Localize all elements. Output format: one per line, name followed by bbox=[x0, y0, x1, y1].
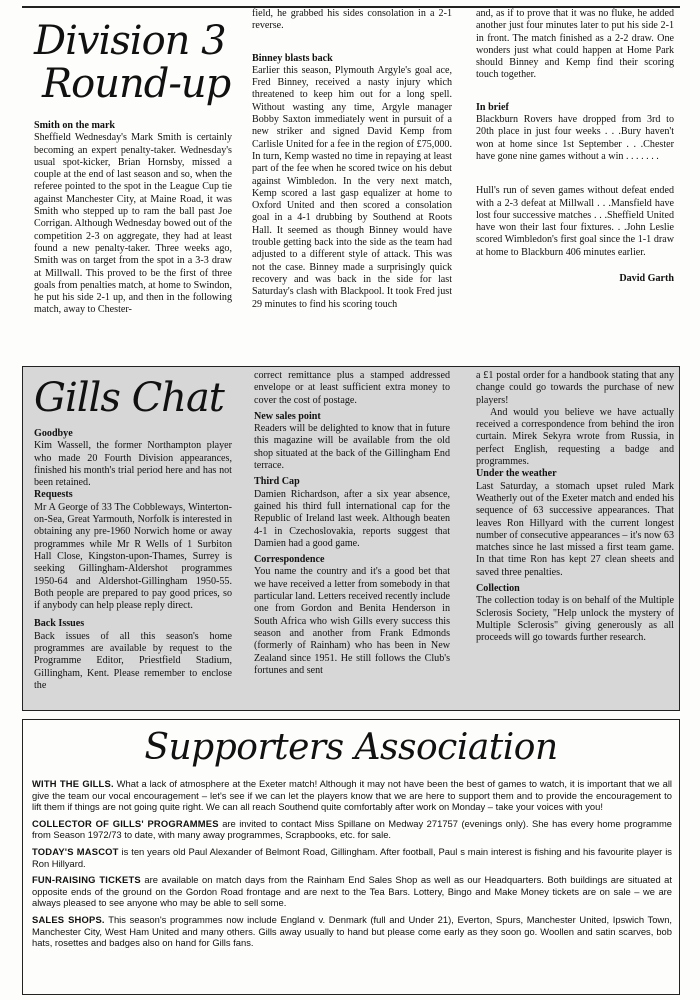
heading-smith: Smith on the mark bbox=[34, 120, 116, 131]
article-binney: Earlier this season, Plymouth Argyle's goal ace, Fred Binney, received a nasty injury which threatened to keep him out for a long spell. Without wasting any time, Argyle manager Bobby Saxton immediately went in pursuit of a new striker and signed David Kemp from Carlisle United for a fee in the region of £75,000. In turn, Kemp wasted no time in repaying at least part of the fee when he scored twice on his debut against Wimbledon. In the very next match, Kemp scored a last gasp equalizer at home to Oxford United and then scored a consolation goal in a 4-1 drubbing by Southend at Roots Hall. It seemed as though Binney would have trouble getting back into the side as the team had adjusted to a different style of attack. This was not the case. Binney made a surprisingly quick recovery and was back in the side for last Saturday's clash with Blackpool. It took Fred just 29 minutes to find his scoring touch bbox=[252, 64, 452, 310]
division3-column-2 bbox=[252, 8, 452, 311]
supporters-item bbox=[32, 874, 672, 909]
heading-binney: Binney blasts back bbox=[252, 52, 333, 64]
heading-in-brief: In brief bbox=[476, 101, 509, 113]
gills-chat-column-1 bbox=[34, 428, 232, 692]
author-signature: David Garth bbox=[619, 273, 674, 285]
article-collection: The collection today is on behalf of the Multiple Sclerosis Society, "Help unlock the mystery of Multiple Sclerosis" giving generously as all proceeds will go towards further research. bbox=[476, 595, 674, 644]
in-brief-2: Hull's run of seven games without defeat ended with a 2-3 defeat at Millwall . . .Mansfield have lost four successive matches . . .Sheffield United have won their last four fixtures. . .John Leslie scored Wimbledon's first goal since the 1-1 draw at home to Blackburn 406 minutes earlier. bbox=[476, 185, 674, 258]
supporters-item-heading: TODAY'S MASCOT bbox=[32, 845, 119, 857]
heading-requests: Requests bbox=[34, 489, 73, 501]
article-goodbye: Kim Wassell, the former Northampton player who made 20 Fourth Division appearances, finished his month's trial period here and has not been retained. bbox=[34, 440, 232, 489]
article-back-issues: Back issues of all this season's home programmes are available by request to the Programme Editor, Priestfield Stadium, Gillingham, Kent. Please remember to enclose the bbox=[34, 630, 232, 691]
supporters-item-text: are invited to contact Miss Spillane on Medway 271757 (evenings only). She has every home programme from Season 1972/73 to date, with many away programmes, Scrapbooks, etc. for sale. bbox=[32, 817, 672, 841]
article-third-cap: Damien Richardson, after a six year absence, gained his third full international cap for the Republic of Ireland last week. Although beaten 4-1 in Czechoslovakia, reports suggest that Damien had a good game. bbox=[254, 488, 450, 549]
in-brief-1: Blackburn Rovers have dropped from 3rd to 20th place in just four weeks . . .Bury haven't won at home since 1st September . . .Chester have gone nine games without a win . . . . . . . bbox=[476, 114, 674, 162]
supporters-item-heading: FUN-RAISING TICKETS bbox=[32, 874, 141, 886]
supporters-item-text: are available on match days from the Rainham End Sales Shop as well as our Headquarters. Both buildings are situated at opposite ends of the ground on the Gordon Road frontage and are next to the Tea Bars. Lottery, Bingo and Make Money tickets are on sale – we are always pleased to see anyone who may be able to sell some. bbox=[32, 874, 672, 909]
heading-goodbye: Goodbye bbox=[34, 428, 73, 439]
article-smith: Sheffield Wednesday's Mark Smith is certainly becoming an expert penalty-taker. Wednesday's usual spot-kicker, Brian Hornsby, missed a couple at the end of last season and so, when the referee pointed to the spot in the League Cup tie against Manchester City, at Maine Road, it was Smith who stepped up to ram the ball past Joe Corrigan. Although Wednesday bowed out of the competition 2-3 on aggregate, they had at least found a new penalty-taker. Three weeks ago, Smith was on target from the spot in a 3-3 draw at Millwall. This proved to be the first of three goals from penalties match, at home to Swindon, he put his side 2-1 up, and then in the following match, away to Chester- bbox=[34, 132, 232, 316]
supporters-item-text: is ten years old Paul Alexander of Belmont Road, Gillingham. After football, Paul s main interest is fishing and his favourite player is Ron Hillyard. bbox=[32, 845, 672, 869]
division3-column-1 bbox=[34, 120, 232, 317]
article-requests: Mr A George of 33 The Cobbleways, Winterton-on-Sea, Great Yarmouth, Norfolk is interested in obtaining any pre-1960 Norwich home or away programmes while Mr R Wells of 1 Surbiton Hall Close, Kingston-upon-Thames, Surrey is seeking Gillingham-Aldershot programmes 1950-64 and Aldershot-Gillingham 1950-55. Both people are prepared to pay good prices, so if anybody can help please reply direct. bbox=[34, 501, 232, 612]
heading-third-cap: Third Cap bbox=[254, 476, 300, 488]
supporters-item-text: This season's programmes now include England v. Denmark (full and Under 21), Everton, Spurs, Manchester United, Ipswich Town, Manchester City, West Ham United and many others. Gills away usually to hand but please come early as they soon go. Woollen and satin scarves, bob hats, rosettes and badges also on hand for Gills fans. bbox=[32, 913, 673, 949]
supporters-item-heading: WITH THE GILLS. bbox=[32, 778, 114, 789]
supporters-item bbox=[32, 846, 672, 869]
heading-new-sales-point: New sales point bbox=[254, 410, 321, 422]
gills-chat-column-3 bbox=[476, 370, 674, 645]
supporters-item bbox=[32, 818, 672, 841]
division3-column-3 bbox=[476, 8, 674, 285]
heading-correspondence: Correspondence bbox=[254, 554, 325, 566]
article-new-sales-point: Readers will be delighted to know that in future this magazine will be available from the old shop situated at the back of the Gillingham End terrace. bbox=[254, 423, 450, 472]
article-back-issues-cont: correct remittance plus a stamped addressed envelope or at least sufficient extra money to cover the cost of postage. bbox=[254, 370, 450, 406]
division3-title bbox=[34, 20, 234, 106]
supporters-item-text: What a lack of atmosphere at the Exeter match! Although it may not have been the best of games to watch, it is important that we all give the team our vocal encouragement – let's see if we can let the players know that we are here to support them and to provide the encouragement to lift them if things are not going quite right. We can all reach Southend quite comfortably after work on Monday – take your voices with you! bbox=[32, 778, 672, 813]
article-binney-cont: and, as if to prove that it was no fluke, he added another just four minutes later to put his side 2-1 in front. The match finished as a 2-2 draw. One wonders just what could happen at Home Park should Binney and Kemp find their scoring touch together. bbox=[476, 8, 674, 81]
supporters-item-heading: SALES SHOPS. bbox=[32, 913, 105, 925]
heading-collection: Collection bbox=[476, 583, 520, 595]
supporters-title: Supporters Association bbox=[144, 727, 558, 768]
article-correspondence-cont: a £1 postal order for a handbook stating that any change could go towards the purchase of new players! bbox=[476, 370, 674, 406]
heading-under-the-weather: Under the weather bbox=[476, 468, 557, 480]
article-smith-cont: field, he grabbed his sides consolation in a 2-1 reverse. bbox=[252, 8, 452, 32]
gills-chat-column-2 bbox=[254, 370, 450, 677]
division3-title-line1: Division 3 bbox=[34, 18, 226, 64]
heading-back-issues: Back Issues bbox=[34, 618, 85, 630]
article-correspondence: You name the country and it's a good bet that we have received a letter from somebody in that particular land. Letters received recently include one from Gordon and Benita Henderson in South Africa who wish Gills every success this season and another from Frank Edmonds (formerly of Rainham) who has been in New Zealand since 1951. He still follows the Club's fortunes and sent bbox=[254, 566, 450, 676]
article-under-the-weather: Last Saturday, a stomach upset ruled Mark Weatherly out of the Exeter match and ended his sequence of 63 successive appearances. That leaves Ron Hillyard with the current longest number of consecutive appearances – it's now 63 matches since he last missed a first team game. In that time Ron has kept 27 clean sheets and saved three penalties. bbox=[476, 480, 674, 578]
division3-title-line2: Round-up bbox=[42, 61, 231, 107]
supporters-items bbox=[32, 778, 672, 954]
gills-chat-title: Gills Chat bbox=[34, 375, 224, 421]
supporters-item-heading: COLLECTOR OF GILLS' PROGRAMMES bbox=[32, 817, 219, 829]
supporters-item bbox=[32, 778, 672, 813]
supporters-item bbox=[32, 914, 672, 949]
article-iron-curtain: And would you believe we have actually received a correspondence from behind the iron curtain. Mirek Sekyra wrote from Russia, in perfect English, requesting a badge and programmes. bbox=[476, 406, 674, 468]
